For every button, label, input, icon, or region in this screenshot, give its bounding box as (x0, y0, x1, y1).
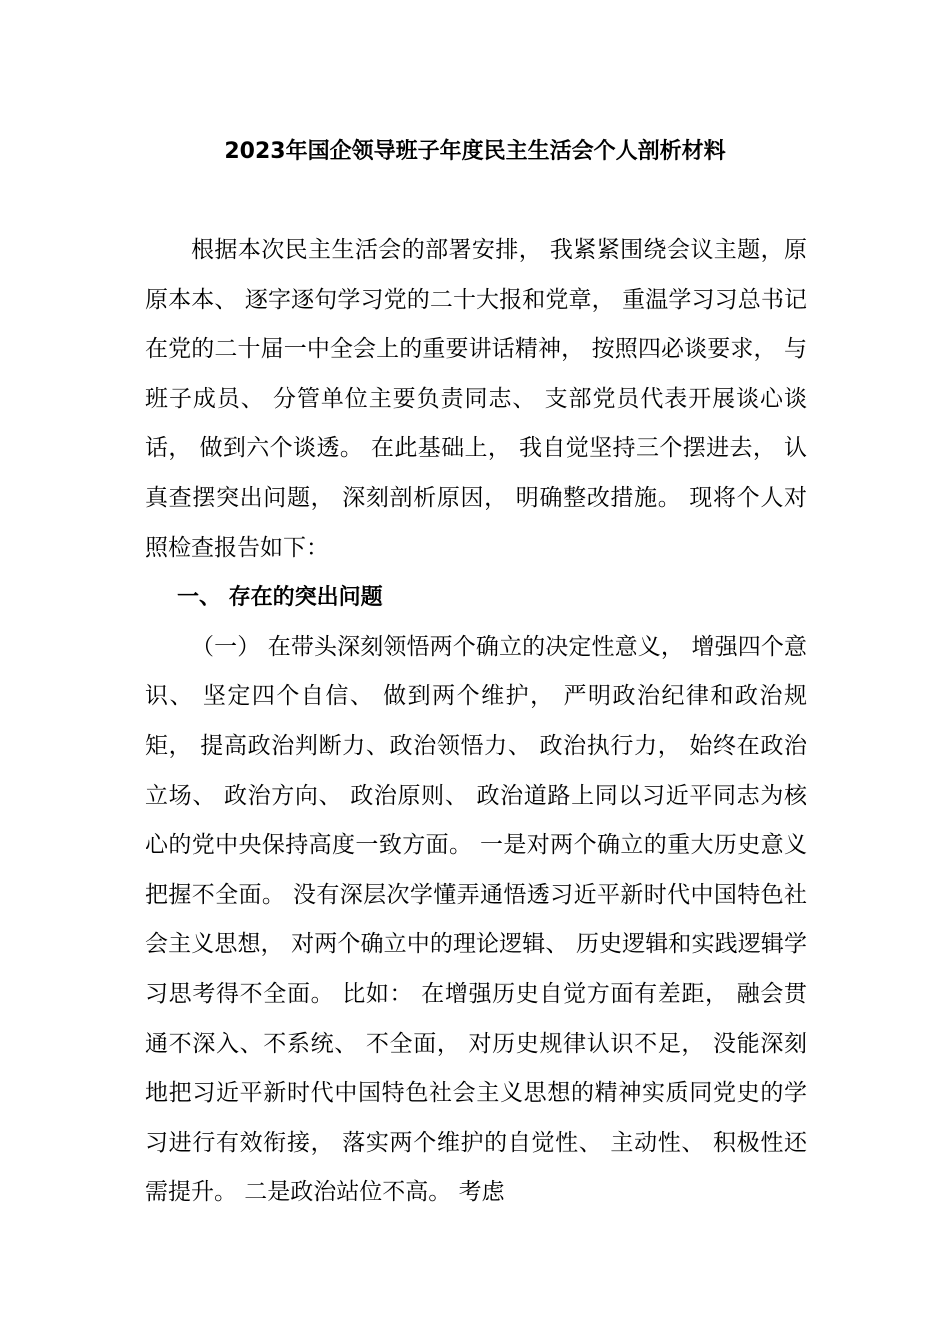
intro-paragraph: 根据本次民主生活会的部署安排， 我紧紧围绕会议主题，原原本本、 逐字逐句学习党的二十大报和党章， 重温学习习总书记在党的二十届一中全会上的重要讲话精神， 按照四必谈要求， 与班子成员、 分管单位主要负责同志、 支部党员代表开展谈心谈话， 做到六个谈透。 在此基础上， 我自觉坚持三个摆进去， 认真查摆突出问题， 深刻剖析原因， 明确整改措施。 现将个人对照检查报告如下： (145, 237, 807, 561)
document-body (145, 226, 807, 1218)
document-title: 2023年国企领导班子年度民主生活会个人剖析材料 (224, 139, 726, 164)
section-heading-problems: 一、 存在的突出问题 (177, 585, 383, 611)
subsection-paragraph-1: （一） 在带头深刻领悟两个确立的决定性意义， 增强四个意识、 坚定四个自信、 做到两个维护， 严明政治纪律和政治规矩， 提高政治判断力、政治领悟力、 政治执行力， 始终在政治立场、 政治方向、 政治原则、 政治道路上同以习近平同志为核心的党中央保持高度一致方面。 一是对两个确立的重大历史意义把握不全面。 没有深层次学懂弄通悟透习近平新时代中国特色社会主义思想， 对两个确立中的理论逻辑、 历史逻辑和实践逻辑学习思考得不全面。 比如： 在增强历史自觉方面有差距， 融会贯通不深入、不系统、 不全面， 对历史规律认识不足， 没能深刻地把习近平新时代中国特色社会主义思想的精神实质同党史的学习进行有效衔接， 落实两个维护的自觉性、 主动性、 积极性还需提升。 二是政治站位不高。 考虑 (145, 633, 807, 1206)
